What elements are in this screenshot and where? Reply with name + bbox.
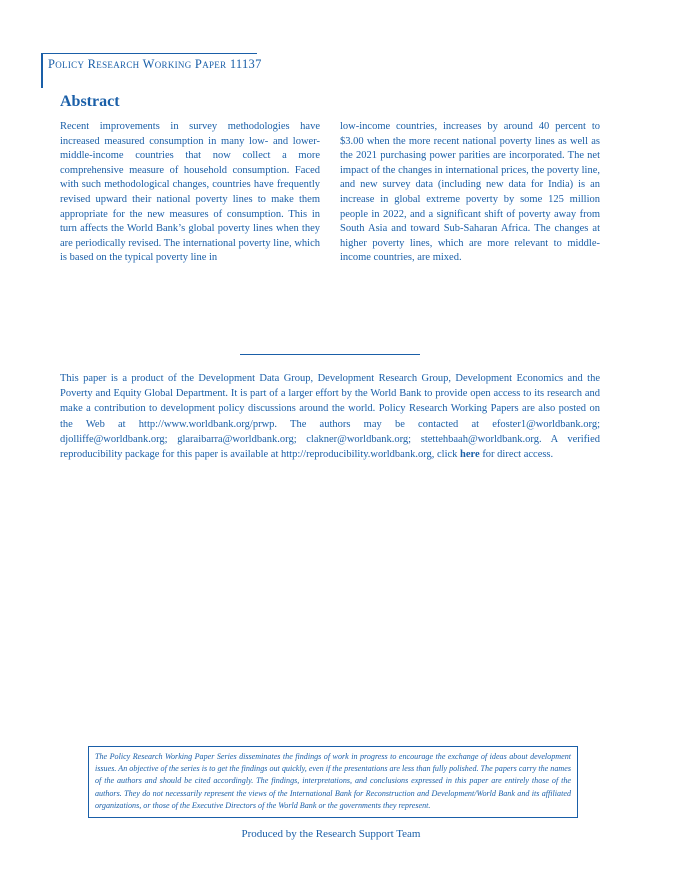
abstract-heading: Abstract — [60, 93, 120, 110]
header-horizontal-rule — [41, 53, 257, 54]
header-vertical-rule — [41, 53, 43, 88]
footer-credit: Produced by the Research Support Team — [241, 828, 421, 840]
product-note — [60, 371, 600, 462]
product-note-tail: for direct access. — [479, 449, 554, 461]
reproducibility-link[interactable]: here — [460, 449, 480, 461]
abstract-right-column: low-income countries, increases by around 40 percent to $3.00 when the more recent national poverty lines as well as the 2021 purchasing power parities are incorporated. The net impact of the changes in international prices, the poverty line, and new survey data (including new data for India) is an increase in global extreme poverty by some 125 million people in 2022, and a significant shift of poverty away from South Asia and toward Sub-Saharan Africa. The changes at higher poverty lines, which are more relevant to middle-income countries, are mixed. — [340, 121, 600, 264]
series-disclaimer: The Policy Research Working Paper Series disseminates the findings of work in progress to encourage the exchange of ideas about development issues. An objective of the series is to get the findings out quickly, even if the presentations are less than fully polished. The papers carry the names of the authors and should be cited accordingly. The findings, interpretations, and conclusions expressed in this paper are entirely those of the authors. They do not necessarily represent the views of the International Bank for Reconstruction and Development/World Bank and its affiliated organizations, or those of the Executive Directors of the World Bank or the governments they represent. — [88, 746, 578, 818]
series-title: Policy Research Working Paper 11137 — [48, 57, 262, 71]
product-note-text: This paper is a product of the Development Data Group, Development Research Group, Development Economics and the Poverty and Equity Global Department. It is part of a larger effort by the World Bank to provide open access to its research and make a contribution to development policy discussions around the world. Policy Research Working Papers are also posted on the Web at http://www.worldbank.org/prwp. The authors may be contacted at efoster1@worldbank.org; djolliffe@worldbank.org; glaraibarra@worldbank.org; clakner@worldbank.org; stettehbaah@worldbank.org. A verified reproducibility package for this paper is available at http://reproducibility.worldbank.org, click — [60, 373, 600, 461]
section-divider — [240, 354, 420, 355]
abstract-left-column: Recent improvements in survey methodologies have increased measured consumption in many low- and lower-middle-income countries that now collect a more comprehensive measure of household consumption. Faced with such methodological changes, countries have frequently revised upward their national poverty lines to make them appropriate for the new measures of consumption. This in turn affects the World Bank’s global poverty lines when they are periodically revised. The international poverty line, which is based on the typical poverty line in — [60, 121, 320, 264]
